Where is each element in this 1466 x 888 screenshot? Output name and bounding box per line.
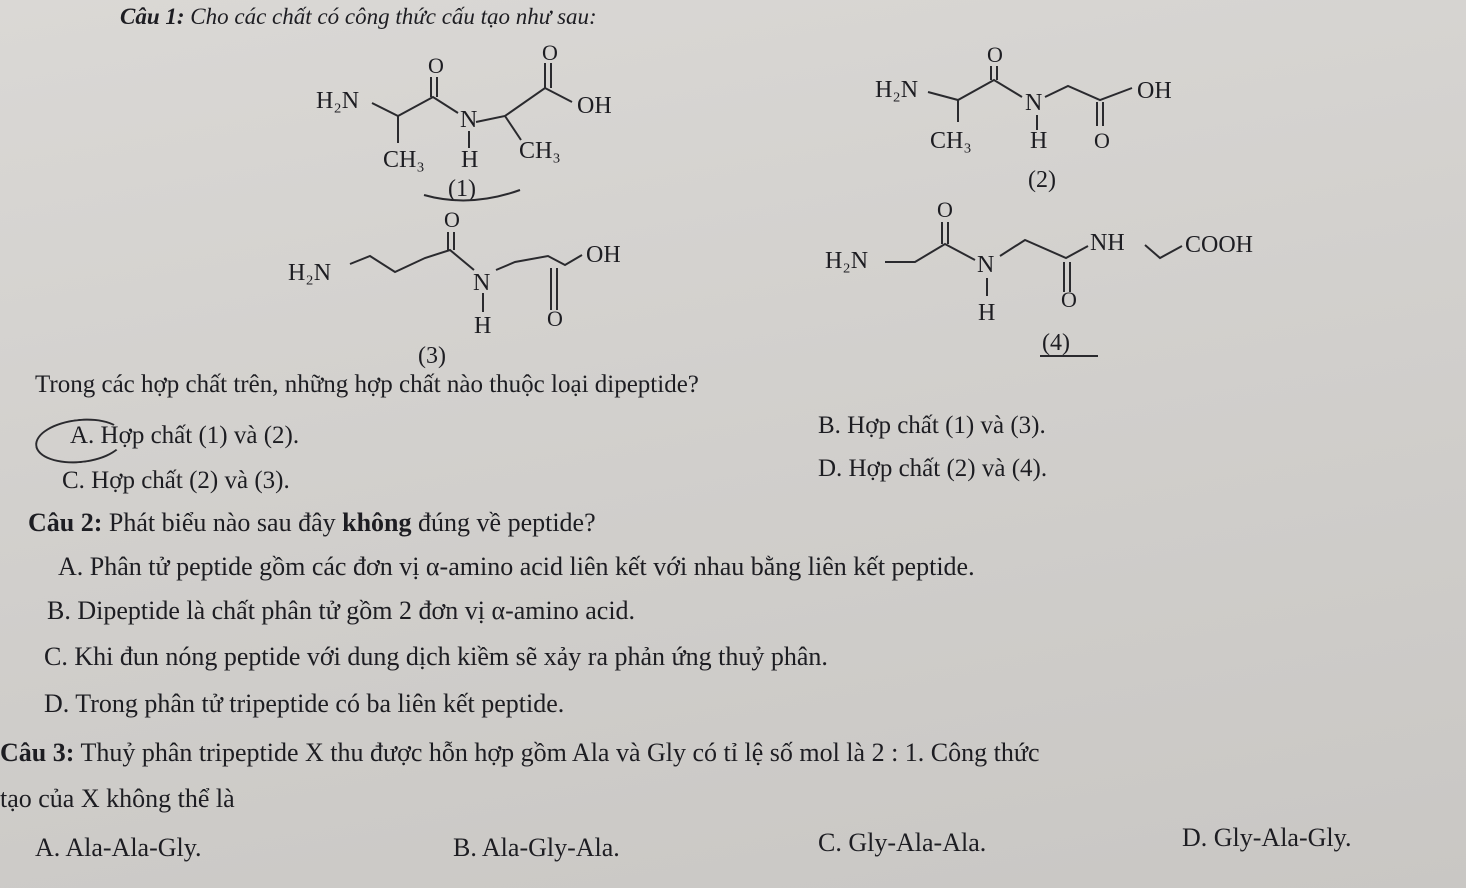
s1-ch3b: CH₃ xyxy=(519,138,561,164)
structures-figure xyxy=(0,0,1466,390)
s4-num: (4) xyxy=(1042,330,1070,356)
s3-bonds xyxy=(350,232,582,312)
s1-ch3a: CH₃ xyxy=(383,147,425,173)
s1-num: (1) xyxy=(448,176,476,202)
s3-n: N xyxy=(473,270,491,296)
q2-header xyxy=(28,508,596,538)
s4-h2n: H₂N xyxy=(825,248,869,274)
q1-option-b[interactable]: B. Hợp chất (1) và (3). xyxy=(818,412,1046,439)
q2-option-a[interactable]: A. Phân tử peptide gồm các đơn vị α-amino acid liên kết với nhau bằng liên kết peptide. xyxy=(58,552,975,581)
q2-option-c[interactable]: C. Khi đun nóng peptide với dung dịch kiềm sẽ xảy ra phản ứng thuỷ phân. xyxy=(44,642,828,671)
structure-1 xyxy=(316,40,612,202)
s2-o2: O xyxy=(1094,128,1110,153)
s1-bonds xyxy=(372,63,572,148)
q3-option-d[interactable]: D. Gly-Ala-Gly. xyxy=(1182,823,1352,852)
s2-o1: O xyxy=(987,42,1003,67)
s3-h2n: H₂N xyxy=(288,260,332,286)
s4-nh: NH xyxy=(1090,230,1125,256)
q2-label: Câu 2: xyxy=(28,508,103,537)
s4-n: N xyxy=(977,252,995,278)
s4-h: H xyxy=(978,300,996,326)
q2-stem-bold: không xyxy=(342,508,412,537)
structure-2 xyxy=(875,42,1172,193)
q2-stem-after: đúng về peptide? xyxy=(418,508,596,537)
q3-option-c[interactable]: C. Gly-Ala-Ala. xyxy=(818,828,987,857)
s1-o2: O xyxy=(542,40,558,65)
s4-bonds xyxy=(885,222,1182,296)
q3-stem-line1: Thuỷ phân tripeptide X thu được hỗn hợp gồm Ala và Gly có tỉ lệ số mol là 2 : 1. Công thức xyxy=(80,738,1040,767)
s3-o2: O xyxy=(547,306,563,331)
s2-h2n: H₂N xyxy=(875,77,919,103)
s1-o1: O xyxy=(428,53,444,78)
s2-num: (2) xyxy=(1028,167,1056,193)
q2-option-b[interactable]: B. Dipeptide là chất phân tử gồm 2 đơn vị α-amino acid. xyxy=(47,596,636,625)
q1-label: Câu 1: xyxy=(120,4,185,29)
s1-h: H xyxy=(461,147,479,173)
q1-question: Trong các hợp chất trên, những hợp chất nào thuộc loại dipeptide? xyxy=(35,371,699,398)
q1-stem: Cho các chất có công thức cấu tạo như sau: xyxy=(190,4,597,29)
s3-oh: OH xyxy=(586,242,621,268)
q3-header xyxy=(0,738,1040,768)
s2-n: N xyxy=(1025,90,1043,116)
s4-o2: O xyxy=(1061,287,1077,312)
structure-4 xyxy=(825,197,1253,356)
structure-3 xyxy=(288,207,621,369)
q3-stem-line2: tạo của X không thể là xyxy=(0,784,235,813)
s1-oh: OH xyxy=(577,93,612,119)
s1-h2n: H₂N xyxy=(316,88,360,114)
s3-o1: O xyxy=(444,207,460,232)
s3-num: (3) xyxy=(418,343,446,369)
q1-option-d[interactable]: D. Hợp chất (2) và (4). xyxy=(818,455,1048,482)
s2-h: H xyxy=(1030,128,1048,154)
q2-option-d[interactable]: D. Trong phân tử tripeptide có ba liên kết peptide. xyxy=(44,689,565,718)
s4-cooh: COOH xyxy=(1185,232,1254,258)
q3-option-a[interactable]: A. Ala-Ala-Gly. xyxy=(35,833,202,862)
s2-oh: OH xyxy=(1137,78,1172,104)
s2-ch3: CH₃ xyxy=(930,128,972,154)
s4-o1: O xyxy=(937,197,953,222)
s1-n: N xyxy=(460,107,478,133)
q3-label: Câu 3: xyxy=(0,738,75,767)
q3-option-b[interactable]: B. Ala-Gly-Ala. xyxy=(453,833,620,862)
s3-h: H xyxy=(474,313,492,339)
q2-stem-before: Phát biểu nào sau đây xyxy=(108,508,336,537)
q1-option-c[interactable]: C. Hợp chất (2) và (3). xyxy=(62,467,290,494)
q1-option-a[interactable]: A. Hợp chất (1) và (2). xyxy=(70,422,300,449)
